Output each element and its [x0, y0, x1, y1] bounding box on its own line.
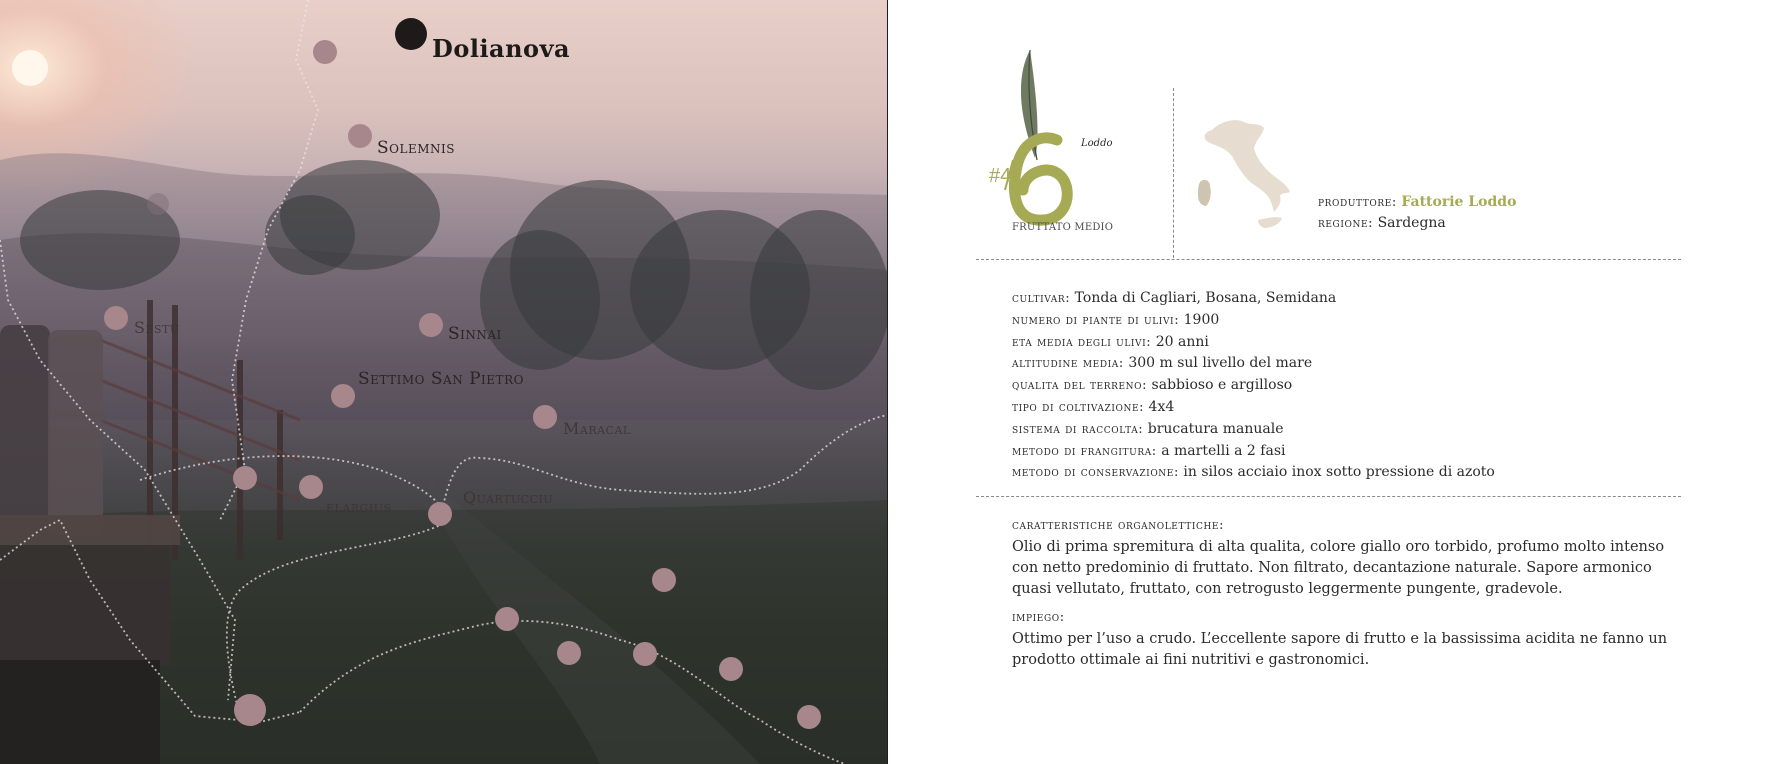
- sun: [12, 50, 48, 86]
- town-label-quartucciu: Quartucciu: [463, 488, 554, 507]
- usage-heading: impiego:: [1012, 610, 1065, 625]
- page-gutter: [887, 0, 888, 764]
- town-label-settimo-san-pietro: Settimo San Pietro: [358, 369, 524, 389]
- logo-brand-text: Loddo: [1081, 138, 1113, 149]
- spec-row: [1012, 441, 1495, 463]
- dashed-divider-top: [976, 259, 1681, 260]
- sicily-shape: [1258, 217, 1282, 228]
- town-dot: [719, 657, 743, 681]
- mainland-shape: [1205, 120, 1290, 212]
- dashed-divider-bottom: [976, 496, 1681, 497]
- town-dot: [652, 568, 676, 592]
- town-dot: [147, 193, 169, 215]
- town-label-selargius: elargius: [326, 497, 392, 516]
- spec-list: [1012, 288, 1495, 484]
- town-dot: [104, 306, 128, 330]
- town-dot: [428, 502, 452, 526]
- region-value: Sardegna: [1377, 215, 1446, 231]
- spec-value: 1900: [1183, 311, 1220, 328]
- spec-value: 4x4: [1148, 398, 1175, 415]
- product-number-badge: #4: [989, 165, 1012, 187]
- spec-label: altitudine media:: [1012, 356, 1124, 372]
- spec-value: Tonda di Cagliari, Bosana, Semidana: [1074, 290, 1337, 306]
- town-label-solemnis: Solemnis: [377, 138, 455, 158]
- town-dot: [557, 641, 581, 665]
- spec-row: [1012, 462, 1495, 484]
- dolianova-dot: [395, 18, 427, 50]
- town-dot: [495, 607, 519, 631]
- town-dot: [633, 642, 657, 666]
- spec-row: [1012, 419, 1495, 441]
- organoleptic-heading: caratteristiche organolettiche:: [1012, 518, 1225, 533]
- logo-subtitle: FRUTTATO MEDIO: [1012, 222, 1114, 233]
- town-label-sestu: Sestu: [134, 318, 180, 337]
- town-label-sinnai: Sinnai: [448, 324, 502, 344]
- producer-block: [1318, 192, 1516, 234]
- producer-value: Fattorie Loddo: [1401, 194, 1517, 210]
- spec-label: numero di piante di ulivi:: [1012, 312, 1180, 328]
- spec-label: sistema di raccolta:: [1012, 421, 1144, 437]
- town-dot: [797, 705, 821, 729]
- town-dot: [233, 466, 257, 490]
- spec-label: metodo di conservazione:: [1012, 465, 1179, 481]
- region-label: regione:: [1318, 216, 1374, 231]
- spec-label: metodo di frangitura:: [1012, 443, 1157, 459]
- town-dot: [348, 124, 372, 148]
- spec-label: tipo di coltivazione:: [1012, 399, 1145, 415]
- town-dot: [299, 475, 323, 499]
- organoleptic-text: Olio di prima spremitura di alta qualita, colore giallo oro torbido, profumo molto intenso con netto predominio di fruttato. Non filtrato, decantazione naturale. Sapore armonico quasi vellutato, fruttato, con retrogusto leggermente pungente, gradevole.: [1012, 539, 1665, 597]
- town-dot: [533, 405, 557, 429]
- vertical-dashed-divider: [1173, 88, 1174, 258]
- town-label-maracalagonis: Maracal: [563, 419, 631, 438]
- spec-row: [1012, 288, 1495, 310]
- spec-label: eta media degli ulivi:: [1012, 334, 1152, 350]
- producer-row: [1318, 192, 1516, 213]
- town-dot: [313, 40, 337, 64]
- spec-row: [1012, 353, 1495, 375]
- town-dot: [234, 694, 266, 726]
- spec-value: 300 m sul livello del mare: [1128, 355, 1313, 372]
- spec-row: [1012, 375, 1495, 397]
- producer-label: produttore:: [1318, 195, 1397, 210]
- usage-text: Ottimo per l’uso a crudo. L’eccellente sapore di frutto e la bassissima acidita ne fanno un prodotto ottimale ai fini nutritivi e gastronomici.: [1012, 631, 1668, 668]
- spec-value: sabbioso e argilloso: [1151, 377, 1293, 394]
- spec-row: [1012, 310, 1495, 332]
- region-row: [1318, 213, 1516, 234]
- town-dot: [331, 384, 355, 408]
- spec-label: qualita del terreno:: [1012, 378, 1148, 394]
- spec-value: 20 anni: [1155, 333, 1209, 350]
- big-six-glyph: [1014, 138, 1067, 220]
- town-label-dolianova: Dolianova: [432, 34, 571, 63]
- spec-row: [1012, 332, 1495, 354]
- spec-label: cultivar:: [1012, 291, 1071, 306]
- spec-value: in silos acciaio inox sotto pressione di azoto: [1183, 464, 1495, 481]
- town-dot: [419, 313, 443, 337]
- spec-value: brucatura manuale: [1147, 420, 1284, 437]
- italy-map-icon: [1192, 112, 1302, 237]
- spec-value: a martelli a 2 fasi: [1161, 442, 1286, 459]
- spec-row: [1012, 397, 1495, 419]
- sardinia-shape: [1198, 180, 1211, 206]
